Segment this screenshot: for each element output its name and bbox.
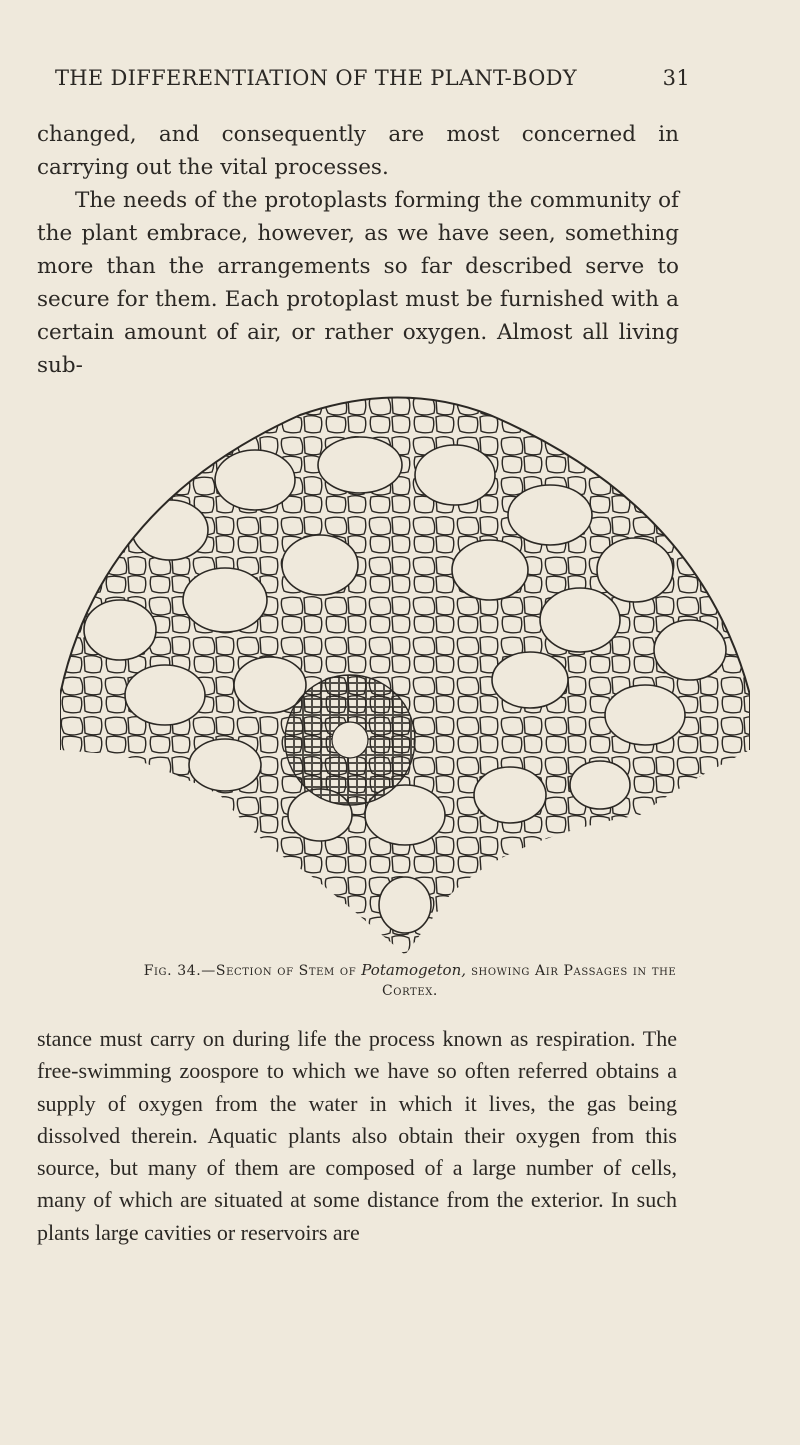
caption-prefix: Fig. 34.—Section of Stem of [143, 963, 362, 979]
page-number: 31 [662, 66, 690, 90]
bottom-text-block [37, 1023, 677, 1249]
paragraph-protoplast-needs: The needs of the protoplasts forming the community of the plant embrace, however, as we have seen, something more than the arrangements so far described serve to secure for them. Each protoplast must be furnished with a certain amount of air, or rather oxygen. Almost all living sub- [37, 188, 679, 378]
stem-section-illustration [60, 395, 750, 960]
caption-suffix: showing Air Passages in the Cortex. [381, 963, 677, 999]
paragraph-continuation: changed, and consequently are most concerned in carrying out the vital processes. [37, 122, 679, 180]
paragraph-respiration: stance must carry on during life the process known as respiration. The free-swimming zoospore to which we have so often referred obtains a supply of oxygen from the water in which it lives, the gas being dissolved therein. Aquatic plants also obtain their oxygen from this source, but many of them are composed of a large number of cells, many of which are situated at some distance from the exterior. In such plants large cavities or reservoirs are [37, 1026, 677, 1245]
figure-caption [130, 960, 690, 1001]
running-head-title: THE DIFFERENTIATION OF THE PLANT-BODY [55, 66, 577, 90]
caption-genus: Potamogeton, [361, 961, 467, 979]
top-text-block [37, 118, 679, 382]
